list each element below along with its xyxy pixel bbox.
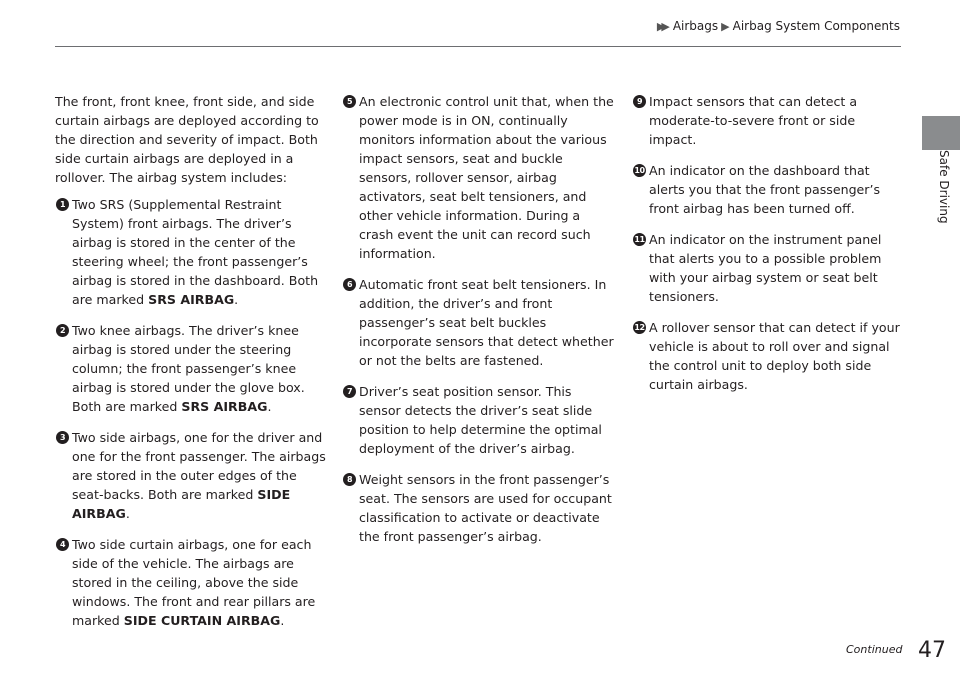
item-text: Automatic front seat belt tensioners. In addition, the driver’s and front passenger’s seat belt buckles incorporate sensors that detect whether or not the belts are fastened. bbox=[359, 277, 614, 368]
item-number-badge: 11 bbox=[634, 235, 645, 244]
column-3 bbox=[632, 92, 902, 406]
item-text: Two side curtain airbags, one for each side of the vehicle. The airbags are stored in the ceiling, above the side windows. The front and rear pillars are marked bbox=[72, 537, 316, 628]
breadcrumb-arrow-icon: ▶ bbox=[721, 19, 726, 33]
list-item bbox=[55, 428, 327, 523]
item-number-badge: 5 bbox=[343, 95, 356, 108]
header-rule bbox=[55, 46, 901, 47]
item-number-badge: 1 bbox=[56, 198, 69, 211]
item-tail: . bbox=[267, 399, 272, 414]
item-number-badge: 9 bbox=[633, 95, 646, 108]
list-item bbox=[55, 195, 327, 309]
list-item bbox=[632, 92, 902, 149]
item-text: Two SRS (Supplemental Restraint System) front airbags. The driver’s airbag is stored in the center of the steering wheel; the front passenger’s airbag is stored in the dashboard. Both are marked bbox=[72, 197, 319, 307]
item-text: A rollover sensor that can detect if your vehicle is about to roll over and signal the control unit to deploy both side curtain airbags. bbox=[649, 320, 900, 392]
page-number: 47 bbox=[918, 638, 946, 663]
list-item bbox=[342, 275, 614, 370]
intro-paragraph: The front, front knee, front side, and side curtain airbags are deployed according to the direction and severity of impact. Both side curtain airbags are deployed in a rollover. The airbag system includes: bbox=[55, 94, 319, 185]
breadcrumb-arrow-icon: ▶▶ bbox=[656, 19, 666, 33]
item-text: Weight sensors in the front passenger’s seat. The sensors are used for occupant classification to activate or deactivate the front passenger’s airbag. bbox=[359, 472, 612, 544]
list-item bbox=[632, 230, 902, 306]
list-item bbox=[55, 535, 327, 630]
continued-label: Continued bbox=[846, 643, 903, 656]
list-item bbox=[342, 470, 614, 546]
list-item bbox=[342, 92, 614, 263]
breadcrumb bbox=[657, 19, 900, 33]
item-number-badge: 6 bbox=[343, 278, 356, 291]
item-number-badge: 7 bbox=[343, 385, 356, 398]
item-number-badge: 10 bbox=[634, 166, 645, 175]
item-text: An electronic control unit that, when the power mode is in ON, continually monitors information about the various impact sensors, seat and buckle sensors, rollover sensor, airbag activators, seat belt tensioners, and other vehicle information. During a crash event the unit can record such information. bbox=[359, 94, 614, 261]
item-text: Driver’s seat position sensor. This sensor detects the driver’s seat slide position to help determine the optimal deployment of the driver’s airbag. bbox=[359, 384, 602, 456]
item-marking: SIDE CURTAIN AIRBAG bbox=[123, 613, 281, 628]
section-label: Safe Driving bbox=[937, 150, 951, 224]
item-tail: . bbox=[280, 613, 285, 628]
item-number-badge: 4 bbox=[56, 538, 69, 551]
column-2 bbox=[342, 92, 614, 558]
item-number-badge: 2 bbox=[56, 324, 69, 337]
item-number-badge: 12 bbox=[634, 323, 645, 332]
item-text: Two side airbags, one for the driver and one for the front passenger. The airbags are stored in the outer edges of the seat-backs. Both are marked bbox=[72, 430, 326, 502]
item-marking: SRS AIRBAG bbox=[181, 399, 268, 414]
item-tail: . bbox=[125, 506, 130, 521]
list-item bbox=[55, 321, 327, 416]
item-text: Impact sensors that can detect a moderate-to-severe front or side impact. bbox=[649, 94, 858, 147]
item-text: Two knee airbags. The driver’s knee airbag is stored under the steering column; the front passenger’s knee airbag is stored under the glove box. Both are marked bbox=[72, 323, 305, 414]
item-text: An indicator on the dashboard that alerts you that the front passenger’s front airbag has been turned off. bbox=[649, 163, 881, 216]
list-item bbox=[632, 318, 902, 394]
item-marking: SRS AIRBAG bbox=[148, 292, 235, 307]
list-item bbox=[632, 161, 902, 218]
item-marking: SIDE AIRBAG bbox=[72, 487, 291, 521]
list-item bbox=[342, 382, 614, 458]
item-number-badge: 3 bbox=[56, 431, 69, 444]
breadcrumb-current: Airbag System Components bbox=[732, 19, 900, 33]
column-1 bbox=[55, 92, 327, 642]
item-text: An indicator on the instrument panel that alerts you to a possible problem with your airbag system or seat belt tensioners. bbox=[649, 232, 882, 304]
breadcrumb-link-airbags[interactable]: Airbags bbox=[672, 19, 719, 33]
item-tail: . bbox=[234, 292, 239, 307]
section-tab bbox=[922, 116, 960, 150]
item-number-badge: 8 bbox=[343, 473, 356, 486]
